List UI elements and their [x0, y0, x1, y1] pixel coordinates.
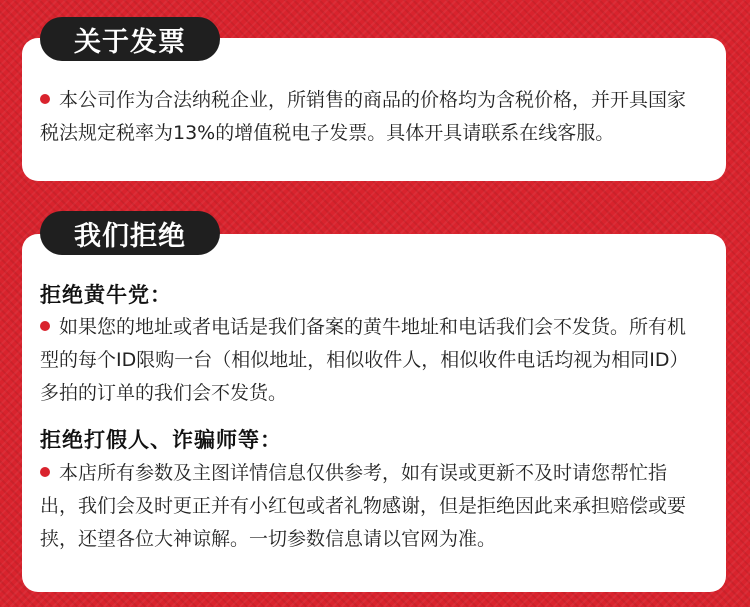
bullet-dot-icon: [40, 467, 50, 477]
bullet-dot-icon: [40, 94, 50, 104]
invoice-text: 本公司作为合法纳税企业，所销售的商品的价格均为含税价格，并开具国家税法规定税率为13%的增值税电子发票。具体开具请联系在线客服。: [40, 89, 687, 144]
bullet-dot-icon: [40, 321, 50, 331]
scalper-paragraph: [40, 311, 700, 410]
fraud-paragraph: [40, 457, 700, 556]
invoice-title-tab: [40, 17, 220, 61]
fraud-heading: 拒绝打假人、诈骗师等：: [40, 428, 282, 452]
fraud-text: 本店所有参数及主图详情信息仅供参考，如有误或更新不及时请您帮忙指出，我们会及时更正并有小红包或者礼物感谢，但是拒绝因此来承担赔偿或要挟，还望各位大神谅解。一切参数信息请以官网为准。: [40, 462, 687, 550]
refuse-title: 我们拒绝: [74, 220, 186, 252]
refuse-title-tab: [40, 211, 220, 255]
scalper-heading: 拒绝黄牛党：: [40, 283, 172, 307]
invoice-title: 关于发票: [74, 26, 186, 58]
invoice-paragraph: [40, 84, 700, 150]
scalper-text: 如果您的地址或者电话是我们备案的黄牛地址和电话我们会不发货。所有机型的每个ID限购一台（相似地址，相似收件人，相似收件电话均视为相同ID）多拍的订单的我们会不发货。: [40, 316, 689, 404]
